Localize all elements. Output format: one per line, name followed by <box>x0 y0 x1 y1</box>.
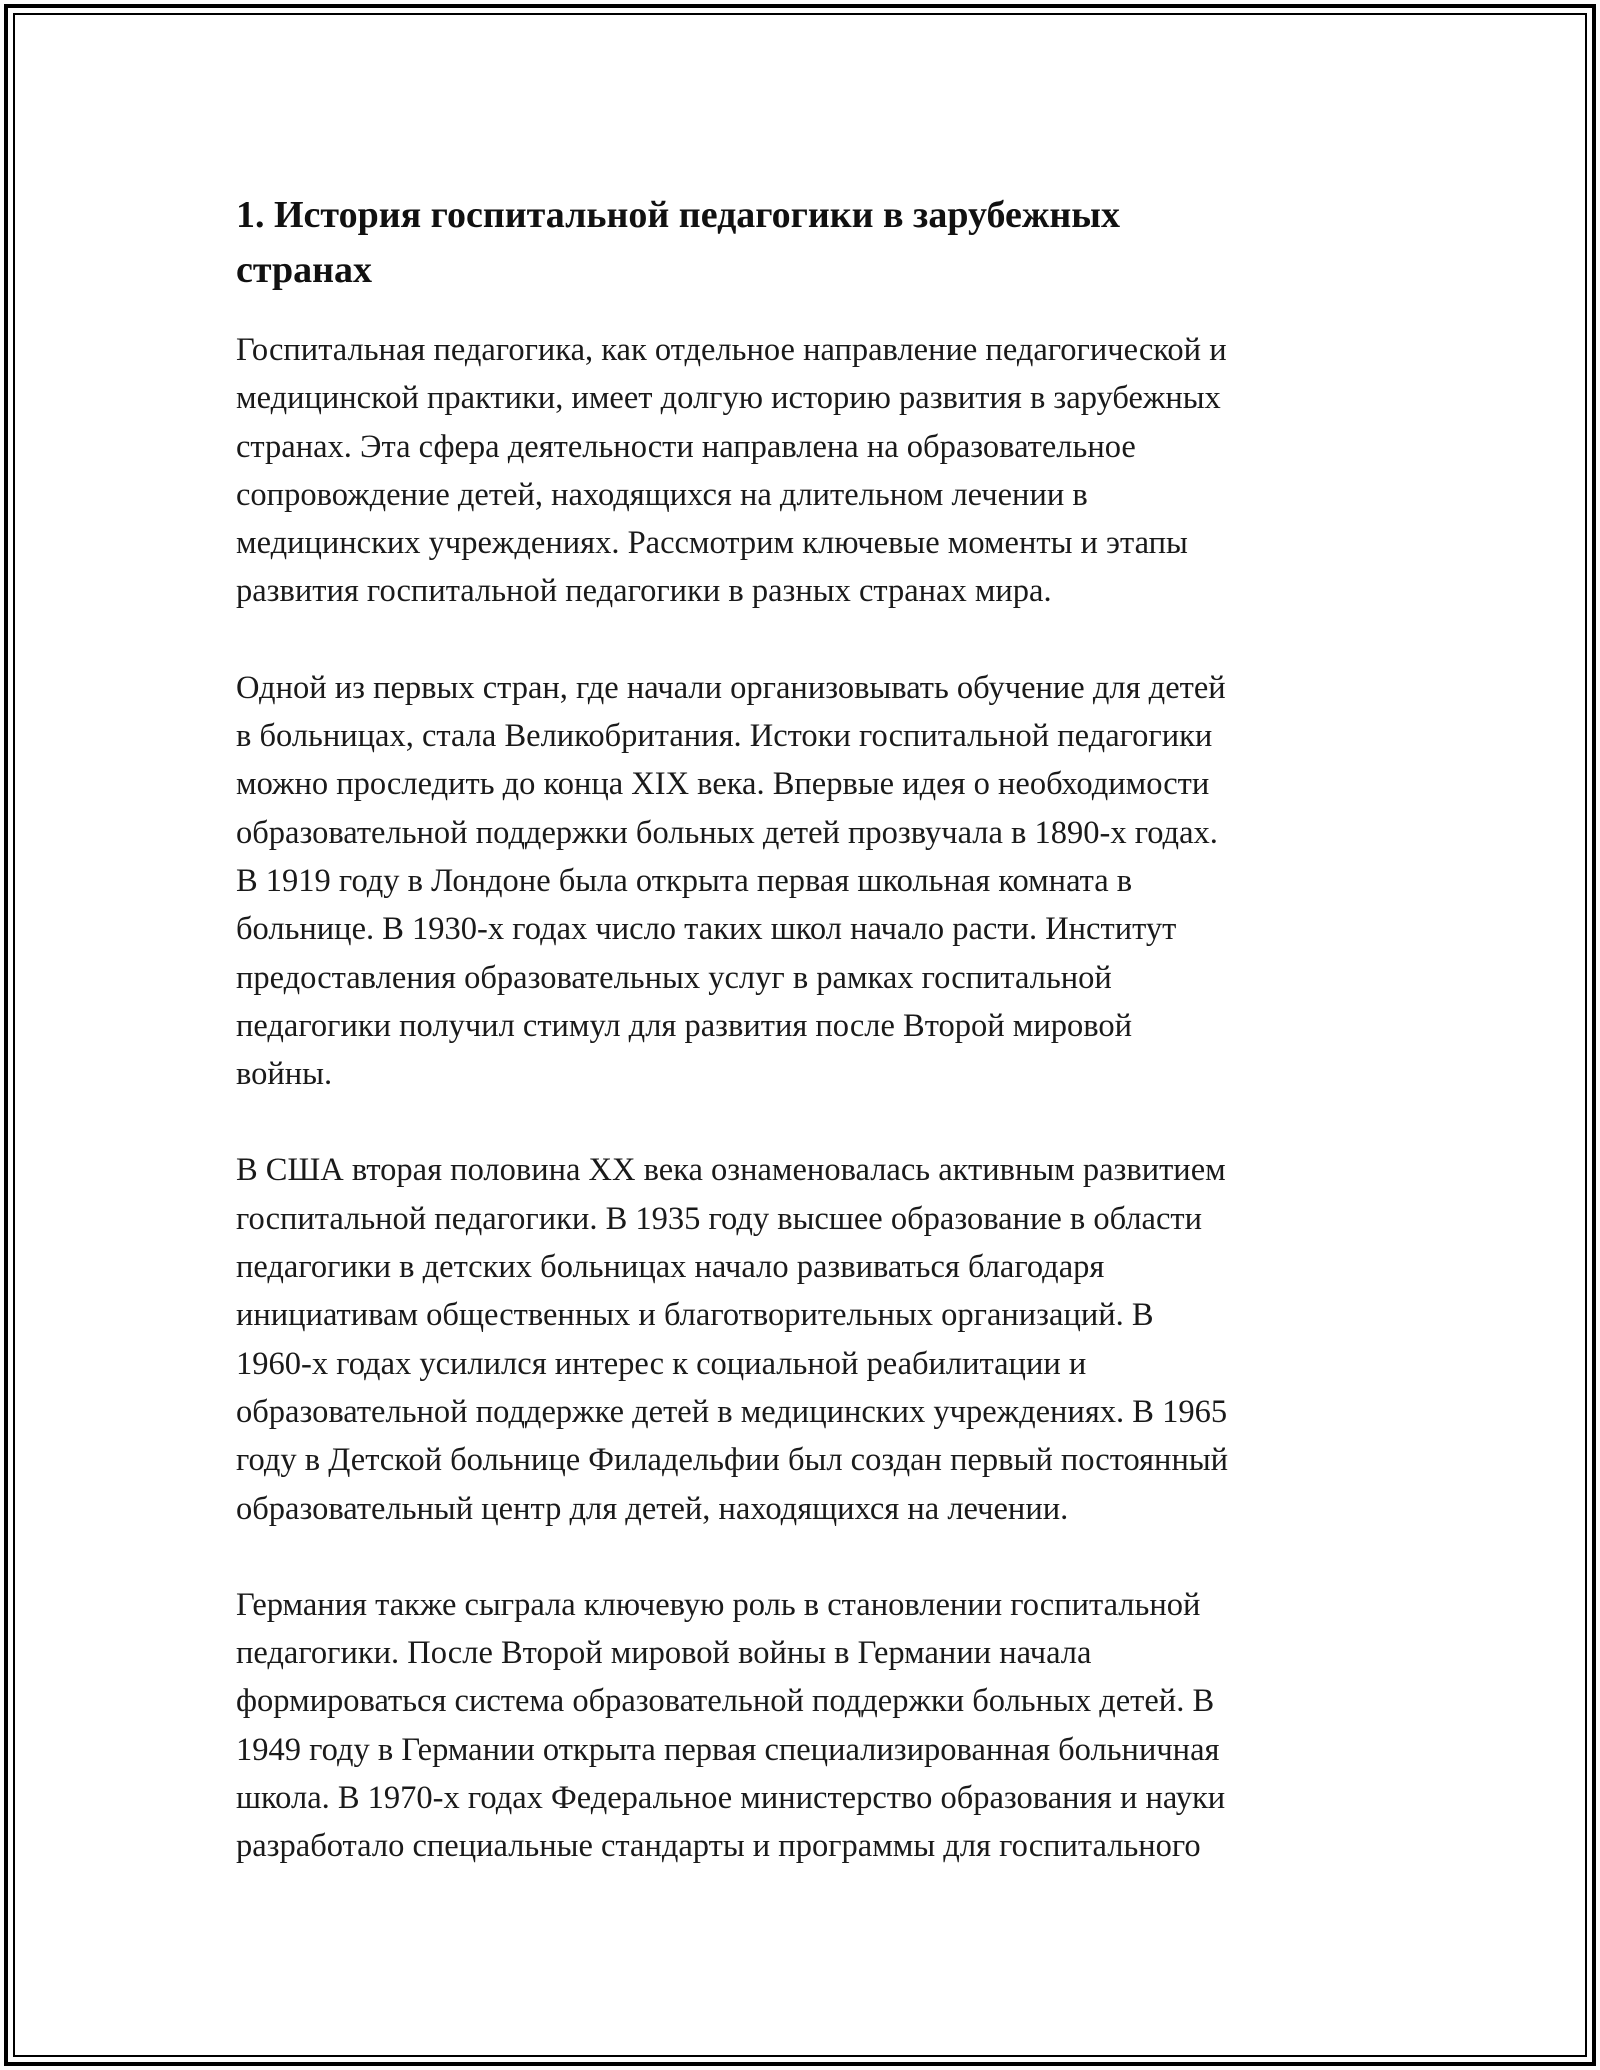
text-line: медицинских учреждениях. Рассмотрим ключевые моменты и этапы <box>236 525 1188 562</box>
paragraph-uk <box>236 664 1396 1099</box>
text-line: В 1919 году в Лондоне была открыта первая школьная комната в <box>236 862 1133 899</box>
paragraph-germany <box>236 1581 1396 1871</box>
text-line: развития госпитальной педагогики в разных странах мира. <box>236 573 1052 610</box>
text-line: Германия также сыграла ключевую роль в становлении госпитальной <box>236 1586 1201 1623</box>
text-line: сопровождение детей, находящихся на длительном лечении в <box>236 476 1088 513</box>
text-line: 1960-х годах усилился интерес к социальной реабилитации и <box>236 1345 1087 1382</box>
text-line: В США вторая половина XX века ознаменовалась активным развитием <box>236 1152 1226 1189</box>
text-line: образовательный центр для детей, находящихся на лечении. <box>236 1490 1069 1527</box>
text-line: педагогики. После Второй мировой войны в Германии начала <box>236 1635 1092 1672</box>
text-line: госпитальной педагогики. В 1935 году высшее образование в области <box>236 1200 1203 1237</box>
text-line: образовательной поддержке детей в медицинских учреждениях. В 1965 <box>236 1393 1228 1430</box>
heading-line: 1. История госпитальной педагогики в зарубежных <box>236 194 1120 236</box>
text-line: Одной из первых стран, где начали организовывать обучение для детей <box>236 669 1226 706</box>
text-line: 1949 году в Германии открыта первая специализированная больничная <box>236 1731 1220 1768</box>
heading-line: странах <box>236 249 373 291</box>
paragraph-intro <box>236 326 1396 616</box>
section-heading <box>236 188 1396 298</box>
text-line: инициативам общественных и благотворительных организаций. В <box>236 1297 1154 1334</box>
text-line: школа. В 1970-х годах Федеральное министерство образования и науки <box>236 1780 1226 1817</box>
text-line: странах. Эта сфера деятельности направлена на образовательное <box>236 428 1136 465</box>
text-line: предоставления образовательных услуг в рамках госпитальной <box>236 959 1112 996</box>
document-body <box>236 188 1396 1919</box>
text-line: в больницах, стала Великобритания. Истоки госпитальной педагогики <box>236 718 1213 755</box>
text-line: образовательной поддержки больных детей прозвучала в 1890-х годах. <box>236 814 1218 851</box>
text-line: формироваться система образовательной поддержки больных детей. В <box>236 1683 1215 1720</box>
text-line: можно проследить до конца XIX века. Впервые идея о необходимости <box>236 766 1210 803</box>
text-line: войны. <box>236 1056 333 1093</box>
paragraph-usa <box>236 1146 1396 1532</box>
text-line: больнице. В 1930-х годах число таких школ начало расти. Институт <box>236 911 1177 948</box>
text-line: году в Детской больнице Филадельфии был создан первый постоянный <box>236 1442 1229 1479</box>
text-line: медицинской практики, имеет долгую историю развития в зарубежных <box>236 380 1221 417</box>
text-line: педагогики получил стимул для развития после Второй мировой <box>236 1007 1133 1044</box>
text-line: Госпитальная педагогика, как отдельное направление педагогической и <box>236 332 1227 368</box>
text-line: педагогики в детских больницах начало развиваться благодаря <box>236 1249 1105 1286</box>
text-line: разработало специальные стандарты и программы для госпитального <box>236 1828 1201 1865</box>
